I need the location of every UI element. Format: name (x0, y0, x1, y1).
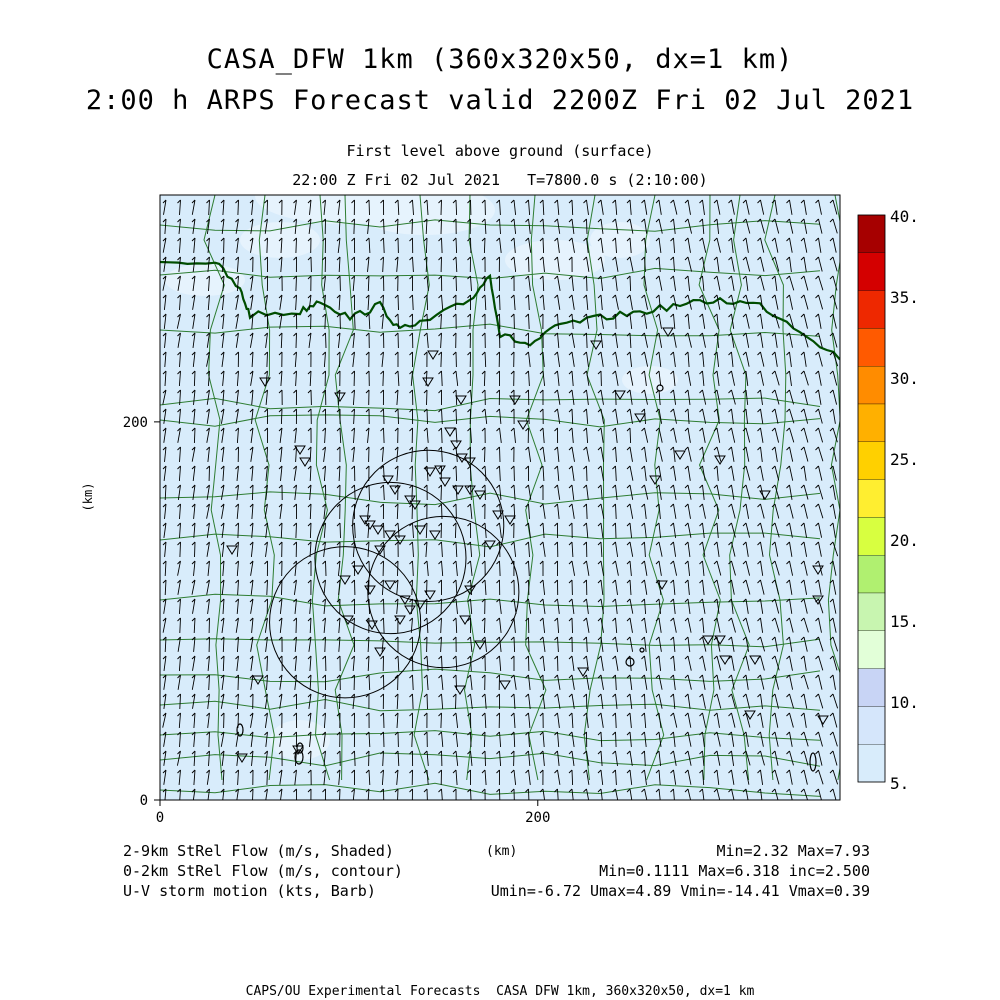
colorbar-cell (858, 555, 885, 593)
legend-shaded-stats: Min=2.32 Max=7.93 (716, 842, 870, 860)
legend-contour-stats: Min=0.1111 Max=6.318 inc=2.500 (599, 862, 870, 880)
legend-units: (km) (486, 844, 518, 859)
subtitle-level: First level above ground (surface) (346, 142, 654, 160)
colorbar-label: 15. (890, 612, 919, 631)
legend-shaded-label: 2-9km StRel Flow (m/s, Shaded) (123, 842, 394, 860)
y-tick-label: 0 (139, 793, 148, 809)
y-tick-label: 200 (122, 414, 148, 431)
colorbar-label: 35. (890, 288, 919, 307)
colorbar-label: 10. (890, 693, 919, 712)
colorbar-label: 25. (890, 450, 919, 469)
legend-barb-stats: Umin=-6.72 Umax=4.89 Vmin=-14.41 Vmax=0.39 (490, 882, 870, 900)
legend-barb-label: U-V storm motion (kts, Barb) (123, 882, 376, 900)
colorbar-cell (858, 253, 885, 291)
colorbar-label: 30. (890, 369, 919, 388)
colorbar-cell (858, 480, 885, 518)
x-tick-label: 200 (525, 810, 551, 826)
colorbar-cells (858, 215, 885, 782)
colorbar-cell (858, 631, 885, 669)
colorbar-cell (858, 517, 885, 555)
colorbar-cell (858, 291, 885, 329)
colorbar-label: 20. (890, 531, 919, 550)
colorbar-cell (858, 744, 885, 782)
colorbar-cell (858, 706, 885, 744)
colorbar-cell (858, 404, 885, 442)
colorbar-cell (858, 669, 885, 707)
title-line-1: CASA_DFW 1km (360x320x50, dx=1 km) (206, 44, 794, 75)
colorbar-cell (858, 215, 885, 253)
footer-credit: CAPS/OU Experimental Forecasts CASA DFW 1km, 360x320x50, dx=1 km (245, 984, 755, 999)
colorbar-cell (858, 593, 885, 631)
subtitle-time: 22:00 Z Fri 02 Jul 2021 T=7800.0 s (2:10:00) (292, 171, 708, 189)
colorbar-labels (890, 207, 919, 793)
colorbar-cell (858, 442, 885, 480)
x-tick-label: 0 (155, 810, 165, 826)
legend-contour-label: 0-2km StRel Flow (m/s, contour) (123, 862, 403, 880)
colorbar-label: 40. (890, 207, 919, 226)
colorbar-label: 5. (890, 774, 910, 793)
y-axis-label: (km) (81, 482, 95, 512)
title-line-2: 2:00 h ARPS Forecast valid 2200Z Fri 02 Jul 2021 (85, 85, 915, 116)
colorbar-cell (858, 366, 885, 404)
colorbar-cell (858, 328, 885, 366)
